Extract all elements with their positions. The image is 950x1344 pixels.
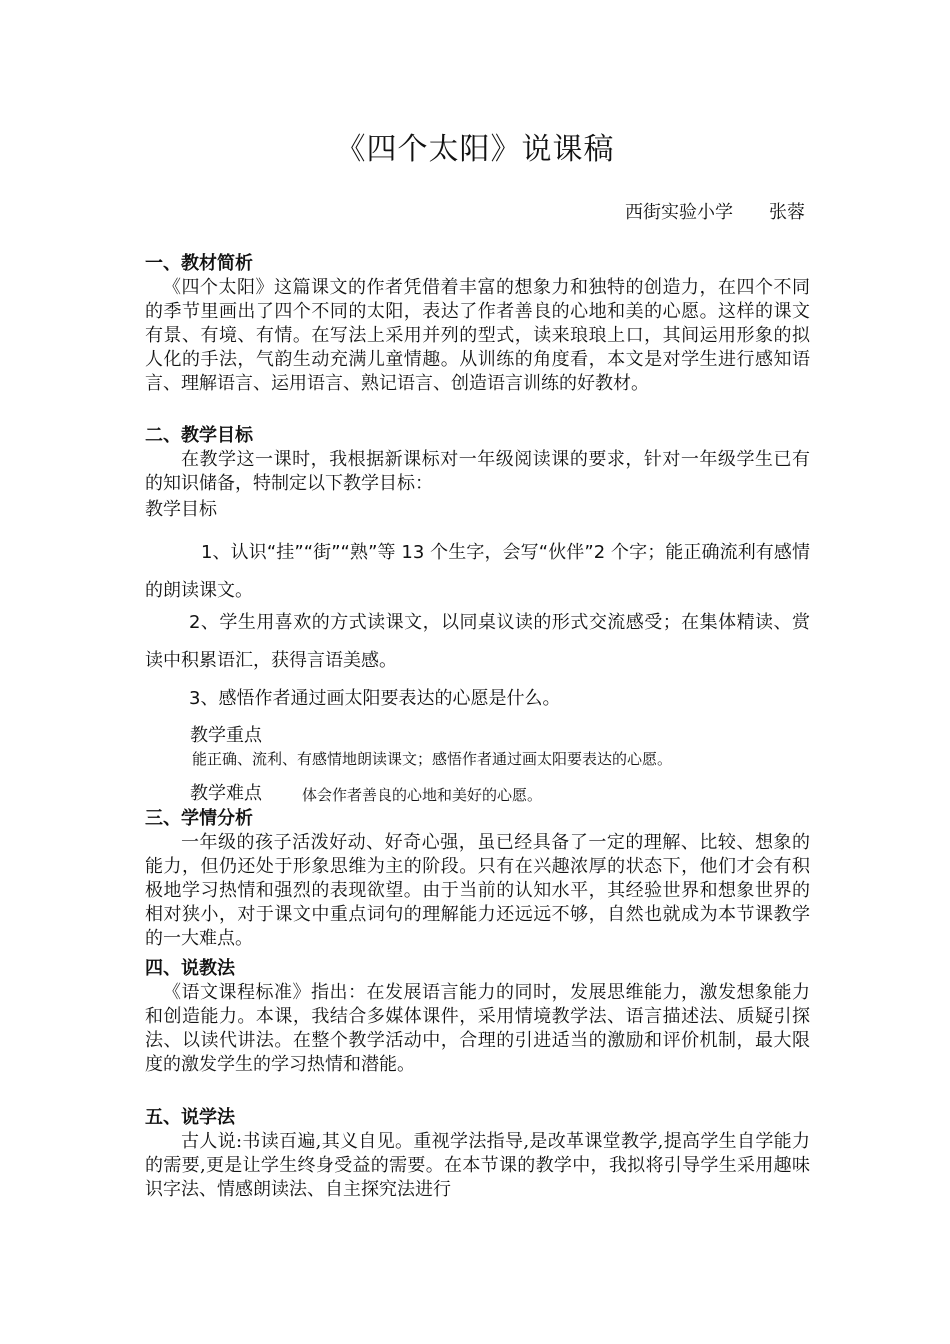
goal-1: 1、认识“挂”“街”“熟”等 13 个生字，会写“伙伴”2 个字；能正确流利有感情的朗读课文。 xyxy=(145,542,810,601)
key-points-label: 教学重点 xyxy=(190,725,262,746)
section-heading-4: 四、说教法 xyxy=(145,958,235,979)
section-heading-2: 二、教学目标 xyxy=(145,425,253,446)
author-name: 张蓉 xyxy=(769,202,805,223)
document-title: 《四个太阳》说课稿 xyxy=(335,132,615,167)
key-points-text: 能正确、流利、有感情地朗读课文；感悟作者通过画太阳要表达的心愿。 xyxy=(192,750,673,768)
goal-3: 3、感悟作者通过画太阳要表达的心愿是什么。 xyxy=(189,688,561,709)
difficulty-text: 体会作者善良的心地和美好的心愿。 xyxy=(302,786,543,804)
school-name: 西街实验小学 xyxy=(625,202,733,223)
section-3-paragraph: 一年级的孩子活泼好动、好奇心强，虽已经具备了一定的理解、比较、想象的能力，但仍还处于形象思维为主的阶段。只有在兴趣浓厚的状态下，他们才会有积极地学习热情和强烈的表现欲望。由于当前的认知水平，其经验世界和想象世界的相对狭小，对于课文中重点词句的理解能力还远远不够，自然也就成为本节课教学的一大难点。 xyxy=(145,832,810,949)
byline xyxy=(625,200,805,226)
section-5-paragraph: 古人说:书读百遍,其义自见。重视学法指导,是改革课堂教学,提高学生自学能力的需要,更是让学生终身受益的需要。在本节课的教学中，我拟将引导学生采用趣味识字法、情感朗读法、自主探究法进行 xyxy=(145,1131,810,1200)
section-4-paragraph: 《语文课程标准》指出：在发展语言能力的同时，发展思维能力，激发想象能力和创造能力。本课，我结合多媒体课件，采用情境教学法、语言描述法、质疑引探法、以读代讲法。在整个教学活动中，合理的引进适当的激励和评价机制，最大限度的激发学生的学习热情和潜能。 xyxy=(145,982,810,1075)
difficulty-label: 教学难点 xyxy=(190,783,262,804)
section-heading-3: 三、学情分析 xyxy=(145,808,253,829)
section-heading-1: 一、教材简析 xyxy=(145,253,253,274)
section-1-paragraph: 《四个太阳》这篇课文的作者凭借着丰富的想象力和独特的创造力，在四个不同的季节里画出了四个不同的太阳，表达了作者善良的心地和美的心愿。这样的课文有景、有境、有情。在写法上采用并列的型式，读来琅琅上口，其间运用形象的拟人化的手法，气韵生动充满儿童情趣。从训练的角度看，本文是对学生进行感知语言、理解语言、运用语言、熟记语言、创造语言训练的好教材。 xyxy=(145,277,810,394)
goal-2: 2、学生用喜欢的方式读课文，以同桌议读的形式交流感受；在集体精读、赏读中积累语汇，获得言语美感。 xyxy=(145,612,810,671)
section-2-intro: 在教学这一课时，我根据新课标对一年级阅读课的要求，针对一年级学生已有的知识储备，特制定以下教学目标： xyxy=(145,449,810,494)
goals-label: 教学目标 xyxy=(145,499,217,520)
section-heading-5: 五、说学法 xyxy=(145,1107,235,1128)
